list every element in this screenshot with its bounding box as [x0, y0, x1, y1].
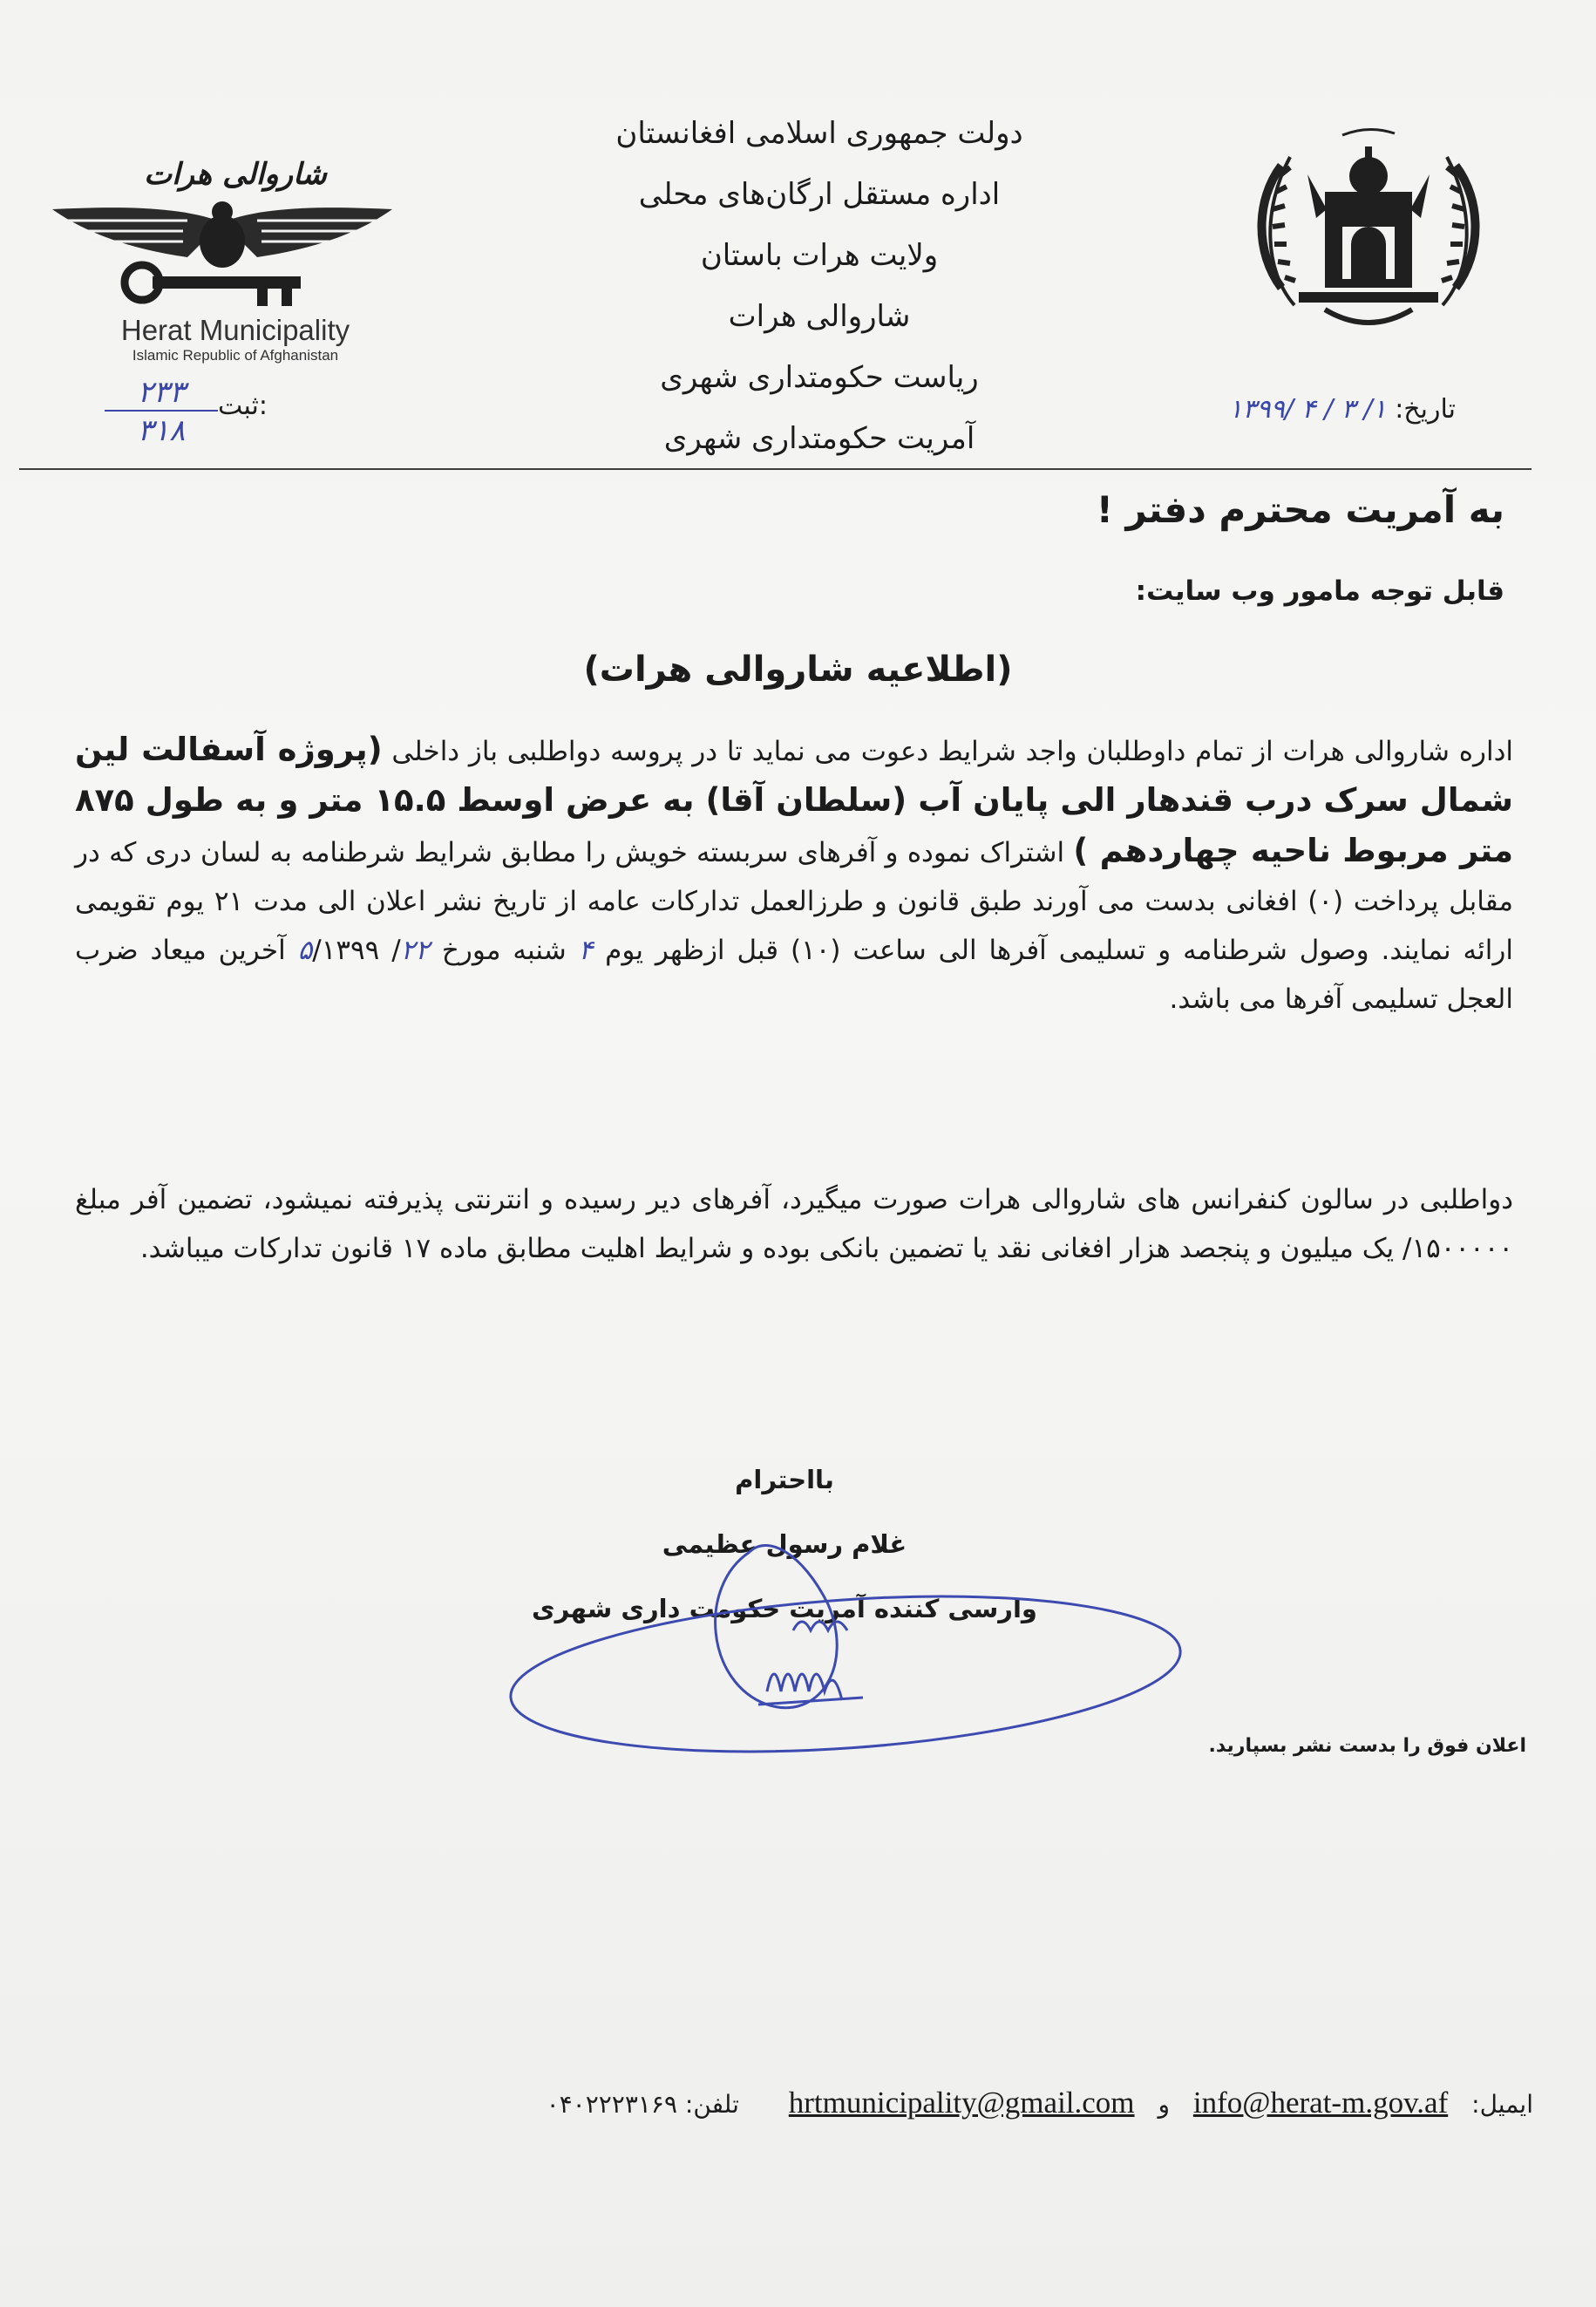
handwritten-signature-icon — [506, 1517, 1185, 1779]
p1-end: /۱۳۹۹ آخرین میعاد ضرب العجل تسلیمی آفرها می باشد. — [75, 935, 1513, 1015]
regards-text: بااحترام — [735, 1465, 834, 1494]
registration-number — [105, 375, 218, 450]
p1-hand-date: ۲۲ — [400, 935, 430, 966]
email-link-1[interactable]: info@herat-m.gov.af — [1192, 2086, 1449, 2120]
signer-position: وارسی کننده آمریت حکومت داری شهری — [532, 1594, 1037, 1623]
email-label: ایمیل: — [1471, 2090, 1533, 2119]
p1-hand-month: ۵ — [297, 935, 313, 966]
attention-line: قابل توجه مامور وب سایت: — [1135, 575, 1504, 607]
signer-name: غلام رسول عظیمی — [662, 1529, 907, 1559]
registration-number-bottom: ۳۱۸ — [137, 413, 186, 448]
municipality-name-fa: شاروالی هرات — [144, 157, 327, 192]
registration-number-top: ۲۳۳ — [105, 375, 218, 412]
registration-label: ثبت: — [218, 391, 268, 421]
header-line-5: ریاست حکومتداری شهری — [660, 360, 979, 395]
municipality-name-en: Herat Municipality — [120, 314, 350, 346]
notice-paragraph-1 — [75, 725, 1513, 1024]
notice-paragraph-2: دواطلبی در سالون کنفرانس های شاروالی هرات صورت میگیرد، آفرهای دیر رسیده و انترنتی پذیرفته نمیشود، تضمین آفر مبلغ ۱۵۰۰۰۰۰/ یک میلیون و پنجصد هزار افغانی نقد یا تضمین بانکی بوده و شرایط اهلیت مطابق ماده ۱۷ قانون تدارکات میباشد. — [75, 1184, 1513, 1264]
header-line-2: اداره مستقل ارگان‌های محلی — [638, 177, 1001, 212]
letter-date — [1194, 394, 1456, 425]
header-line-6: آمریت حکومتداری شهری — [663, 421, 975, 456]
publish-note: اعلان فوق را بدست نشر بسپارید. — [1208, 1735, 1526, 1757]
header-divider — [19, 468, 1531, 470]
header-line-1: دولت جمهوری اسلامی افغانستان — [615, 116, 1023, 151]
p1-hand-day: ۴ — [578, 935, 594, 966]
project-title: (پروژه آسفالت لین شمال سرک درب قندهار الی پایان آب (سلطان آقا) به عرض اوسط ۱۵.۵ متر و به طول ۸۷۵ متر مربوط ناحیه چهاردهم ) — [75, 731, 1514, 869]
header-line-4: شاروالی هرات — [728, 299, 911, 334]
municipality-country-en: Islamic Republic of Afghanistan — [132, 347, 339, 364]
contact-footer — [531, 2086, 1533, 2120]
letterhead-titles — [471, 103, 1168, 469]
national-emblem-icon — [1246, 122, 1491, 349]
municipality-logo-icon — [48, 196, 397, 310]
and-text: و — [1158, 2090, 1170, 2119]
recipient-line: به آمریت محترم دفتر ! — [1096, 488, 1504, 531]
p1-middle: اشتراک نموده و آفرهای سربسته خویش را مطابق شرایط شرطنامه به لسان دری که در مقابل پرداخت (۰) افغانی بدست می آورند طبق قانون و طرزالعمل تدارکات عامه از تاریخ نشر اعلان الی مدت ۲۱ یوم تقویمی ارائه نمایند. وصول شرطنامه و تسلیمی آفرها الی ساعت (۱۰) قبل ازظهر یوم — [75, 837, 1513, 966]
header-line-3: ولایت هرات باستان — [700, 238, 939, 273]
p1-sep: / — [379, 935, 401, 966]
notice-title: (اطلاعیه شاروالی هرات) — [583, 650, 1013, 690]
email-link-2[interactable]: hrtmunicipality@gmail.com — [788, 2086, 1135, 2120]
phone-number: ۰۴۰۲۲۲۳۱۶۹ — [546, 2090, 677, 2119]
date-value: ۱/ ۳ / ۴ /۱۳۹۹ — [1228, 394, 1387, 425]
phone-label: تلفن: — [684, 2090, 739, 2119]
p1-intro: اداره شاروالی هرات از تمام داوطلبان واجد شرایط دعوت می نماید تا در پروسه دواطلبی باز داخلی — [382, 736, 1513, 767]
p1-weekday: شنبه مورخ — [429, 935, 579, 966]
date-label: تاریخ: — [1395, 394, 1456, 425]
